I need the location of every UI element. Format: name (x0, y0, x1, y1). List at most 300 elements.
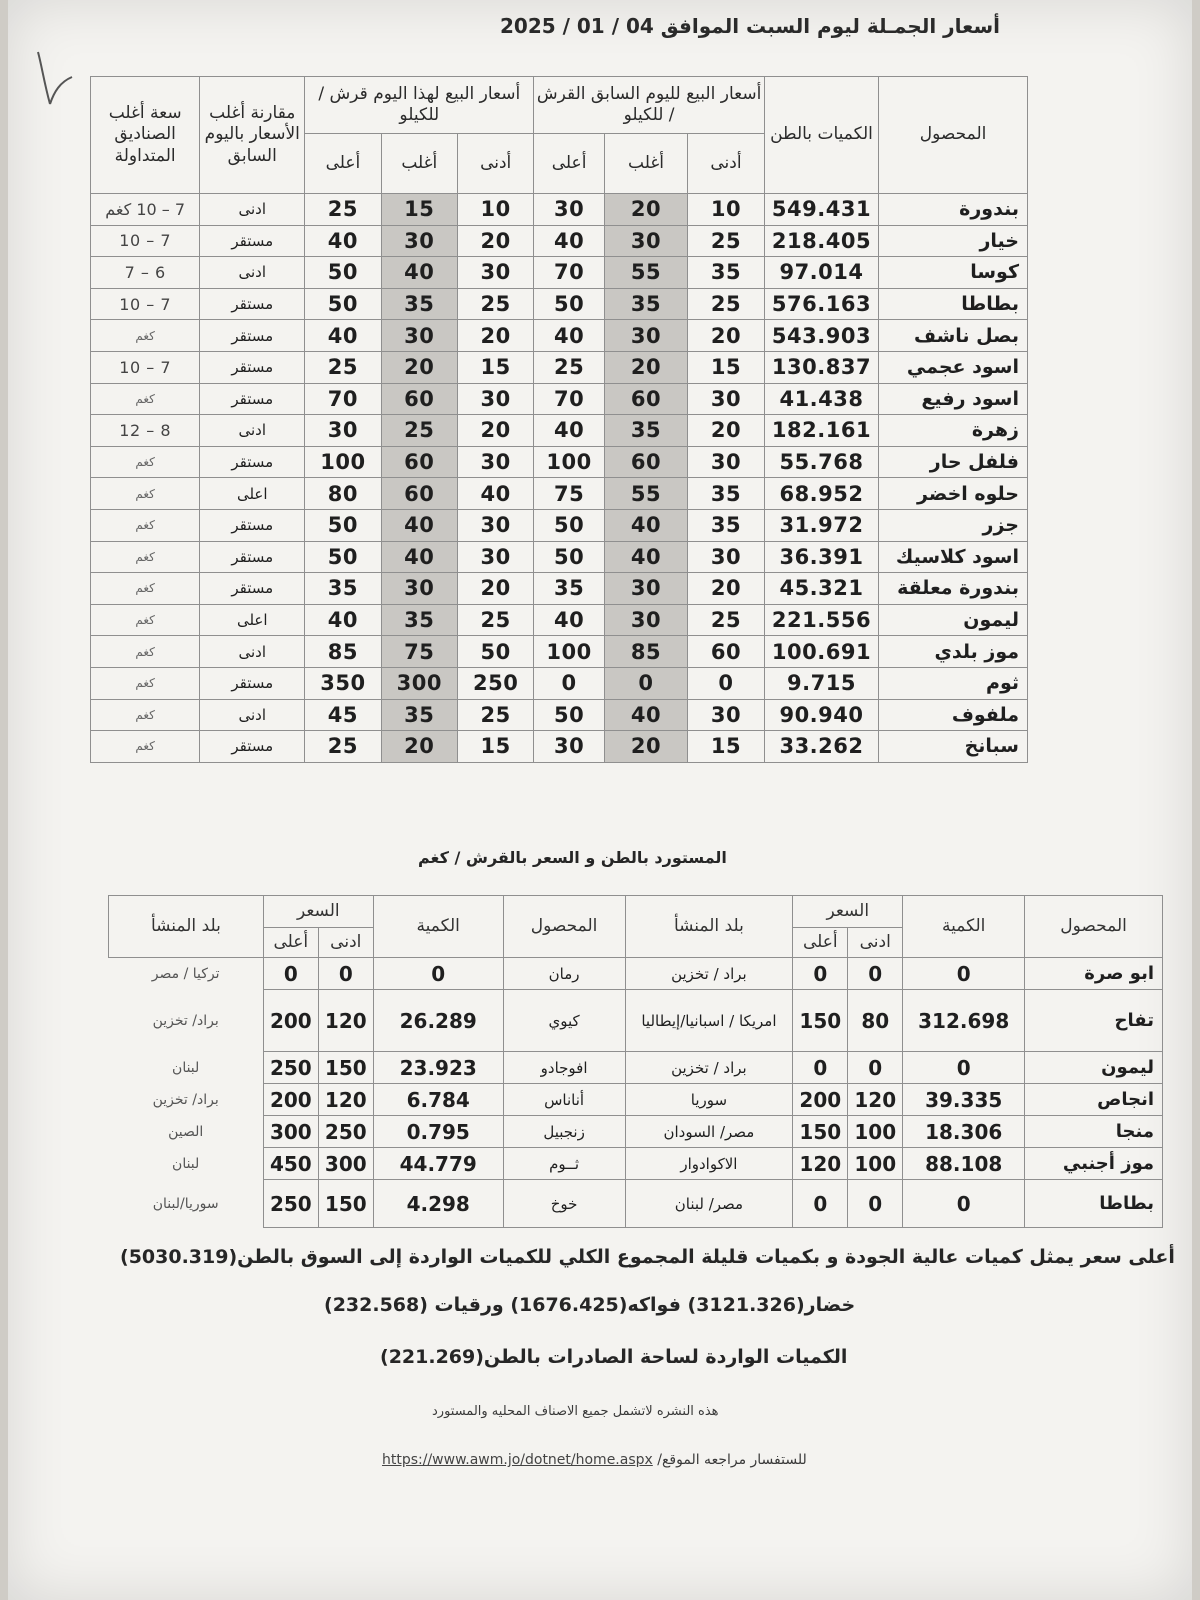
imp-origin-cell: لبنان (172, 1155, 200, 1172)
today-low-cell: 30 (457, 257, 533, 289)
today-mode-cell: 35 (381, 604, 457, 636)
today-mode-cell: 40 (381, 509, 457, 541)
imp-quantity-cell: 23.923 (373, 1052, 503, 1084)
prev-high-cell: 50 (534, 541, 604, 573)
today-low-cell: 20 (457, 415, 533, 447)
imp-product-name: منجا (1025, 1116, 1163, 1148)
table-row (91, 699, 1028, 731)
prev-low-cell: 0 (688, 667, 765, 699)
prev-low-cell: 15 (688, 351, 765, 383)
table-row (109, 990, 1163, 1052)
today-low-cell: 25 (457, 604, 533, 636)
prev-high-cell: 30 (534, 194, 604, 226)
today-low-cell: 20 (457, 573, 533, 605)
prev-high-cell: 50 (534, 699, 604, 731)
header-today-mode: أغلب (381, 134, 457, 194)
quantity-cell: 97.014 (764, 257, 878, 289)
product-name: زهرة (879, 415, 1028, 447)
imp-high-cell: 0 (263, 958, 318, 990)
imp-product-name: رمان (503, 958, 625, 990)
product-name: اسود رفيع (879, 383, 1028, 415)
today-low-cell: 30 (457, 383, 533, 415)
imp-origin-cell: الاكوادوار (625, 1148, 793, 1180)
imp-low-cell: 150 (318, 1180, 373, 1228)
imp-high-cell: 0 (793, 1180, 848, 1228)
today-low-cell: 10 (457, 194, 533, 226)
prev-high-cell: 40 (534, 320, 604, 352)
imp-origin-cell: سوريا (625, 1084, 793, 1116)
prev-mode-cell: 55 (604, 257, 687, 289)
today-high-cell: 30 (305, 415, 381, 447)
table-row (109, 1148, 1163, 1180)
imp-high-cell: 200 (793, 1084, 848, 1116)
prev-low-cell: 35 (688, 257, 765, 289)
header-today-prices: أسعار البيع لهذا اليوم قرش / للكيلو (305, 77, 534, 134)
footer-total-line: أعلى سعر يمثل كميات عالية الجودة و بكميات قليلة المجموع الكلي للكميات الواردة إلى السوق بالطن(5030.319) (120, 1246, 1175, 1268)
footer-category-totals: خضار(3121.326) فواكه(1676.425) ورقيات (232.568) (324, 1294, 856, 1316)
prev-low-cell: 35 (688, 509, 765, 541)
today-mode-cell: 25 (381, 415, 457, 447)
website-link[interactable]: https://www.awm.jo/dotnet/home.aspx (382, 1452, 653, 1468)
header-box-capacity: سعة أغلب الصناديق المتداولة (91, 77, 200, 194)
imp-quantity-cell: 0.795 (373, 1116, 503, 1148)
header-comparison: مقارنة أغلب الأسعار باليوم السابق (200, 77, 305, 194)
table-row (91, 288, 1028, 320)
imp-origin-cell: الصين (168, 1123, 204, 1140)
table-row (91, 320, 1028, 352)
imp-header-origin-right: بلد المنشأ (625, 896, 793, 958)
today-mode-cell: 15 (381, 194, 457, 226)
quantity-cell: 9.715 (764, 667, 878, 699)
comparison-cell: مستقر (200, 288, 305, 320)
local-prices-table (90, 76, 1028, 763)
table-row (91, 415, 1028, 447)
imp-high-cell: 150 (793, 990, 848, 1052)
product-name: كوسا (879, 257, 1028, 289)
quantity-cell: 31.972 (764, 509, 878, 541)
prev-mode-cell: 35 (604, 415, 687, 447)
quantity-cell: 68.952 (764, 478, 878, 510)
quantity-cell: 55.768 (764, 446, 878, 478)
imp-low-cell: 100 (848, 1148, 903, 1180)
today-mode-cell: 300 (381, 667, 457, 699)
box-capacity-cell: 8 – 12 (91, 415, 200, 447)
quantity-cell: 549.431 (764, 194, 878, 226)
box-capacity-cell: كغم (91, 699, 200, 731)
prev-mode-cell: 60 (604, 383, 687, 415)
header-quantity: الكميات بالطن (764, 77, 878, 194)
table-row (109, 958, 1163, 990)
imp-low-cell: 120 (848, 1084, 903, 1116)
imp-header-price-left: السعر (263, 896, 373, 928)
imp-high-cell: 250 (263, 1180, 318, 1228)
prev-mode-cell: 35 (604, 288, 687, 320)
prev-low-cell: 60 (688, 636, 765, 668)
prev-high-cell: 30 (534, 731, 604, 763)
imp-quantity-cell: 26.289 (373, 990, 503, 1052)
box-capacity-cell: كغم (91, 667, 200, 699)
imp-origin-cell: مصر/ لبنان (625, 1180, 793, 1228)
imp-origin-cell: امريكا / اسبانيا/إيطاليا (625, 990, 793, 1052)
imp-origin-cell: مصر/ السودان (625, 1116, 793, 1148)
comparison-cell: ادنى (200, 194, 305, 226)
imp-low-cell: 120 (318, 990, 373, 1052)
product-name: اسود كلاسيك (879, 541, 1028, 573)
prev-low-cell: 30 (688, 383, 765, 415)
imp-product-name: خوخ (503, 1180, 625, 1228)
table-row (91, 509, 1028, 541)
prev-low-cell: 25 (688, 288, 765, 320)
imp-origin-cell: سوريا/لبنان (152, 1195, 219, 1212)
prev-high-cell: 25 (534, 351, 604, 383)
product-name: بصل ناشف (879, 320, 1028, 352)
today-high-cell: 50 (305, 288, 381, 320)
imp-origin-cell: براد / تخزين (625, 1052, 793, 1084)
box-capacity-cell: 6 – 7 (91, 257, 200, 289)
today-mode-cell: 60 (381, 446, 457, 478)
handwritten-mark-icon (30, 22, 80, 112)
comparison-cell: ادنى (200, 699, 305, 731)
table-row (91, 573, 1028, 605)
imp-product-name: بطاطا (1025, 1180, 1163, 1228)
today-low-cell: 30 (457, 446, 533, 478)
product-name: بندورة (879, 194, 1028, 226)
comparison-cell: مستقر (200, 383, 305, 415)
imp-header-product-right: المحصول (1025, 896, 1163, 958)
comparison-cell: مستقر (200, 573, 305, 605)
header-prev-high: أعلى (534, 134, 604, 194)
quantity-cell: 33.262 (764, 731, 878, 763)
product-name: سبانخ (879, 731, 1028, 763)
prev-low-cell: 25 (688, 225, 765, 257)
header-today-high: أعلى (305, 134, 381, 194)
imp-quantity-cell: 4.298 (373, 1180, 503, 1228)
product-name: حلوه اخضر (879, 478, 1028, 510)
prev-high-cell: 50 (534, 288, 604, 320)
imp-quantity-cell: 6.784 (373, 1084, 503, 1116)
today-low-cell: 15 (457, 351, 533, 383)
imp-high-cell: 300 (263, 1116, 318, 1148)
prev-mode-cell: 0 (604, 667, 687, 699)
today-mode-cell: 30 (381, 225, 457, 257)
imp-header-high-left: أعلى (263, 928, 318, 958)
imp-header-price-right: السعر (793, 896, 903, 928)
imp-quantity-cell: 312.698 (903, 990, 1025, 1052)
footer-website-label: للستفسار مراجعه الموقع/ (657, 1452, 807, 1468)
today-high-cell: 50 (305, 541, 381, 573)
prev-mode-cell: 40 (604, 509, 687, 541)
today-low-cell: 50 (457, 636, 533, 668)
imp-origin-cell: براد/ تخزين (152, 1012, 219, 1029)
imp-low-cell: 300 (318, 1148, 373, 1180)
today-high-cell: 40 (305, 225, 381, 257)
comparison-cell: مستقر (200, 509, 305, 541)
today-mode-cell: 35 (381, 288, 457, 320)
prev-mode-cell: 85 (604, 636, 687, 668)
table-row (91, 731, 1028, 763)
prev-low-cell: 20 (688, 320, 765, 352)
today-high-cell: 40 (305, 320, 381, 352)
imp-low-cell: 0 (848, 958, 903, 990)
prev-mode-cell: 30 (604, 604, 687, 636)
imp-product-name: زنجبيل (503, 1116, 625, 1148)
today-mode-cell: 20 (381, 731, 457, 763)
box-capacity-cell: كغم (91, 573, 200, 605)
quantity-cell: 218.405 (764, 225, 878, 257)
imp-high-cell: 0 (793, 958, 848, 990)
product-name: موز بلدي (879, 636, 1028, 668)
product-name: اسود عجمي (879, 351, 1028, 383)
comparison-cell: ادنى (200, 636, 305, 668)
today-high-cell: 80 (305, 478, 381, 510)
today-low-cell: 15 (457, 731, 533, 763)
today-high-cell: 40 (305, 604, 381, 636)
prev-mode-cell: 30 (604, 573, 687, 605)
prev-high-cell: 75 (534, 478, 604, 510)
footer-disclaimer: هذه النشره لاتشمل جميع الاصناف المحليه والمستورد (432, 1404, 719, 1419)
today-low-cell: 40 (457, 478, 533, 510)
product-name: ثوم (879, 667, 1028, 699)
imp-quantity-cell: 0 (903, 1180, 1025, 1228)
box-capacity-cell: كغم (91, 446, 200, 478)
box-capacity-cell: كغم (91, 731, 200, 763)
prev-low-cell: 30 (688, 541, 765, 573)
imp-low-cell: 80 (848, 990, 903, 1052)
imp-header-low-left: ادنى (318, 928, 373, 958)
box-capacity-cell: 7 – 10 كغم (91, 194, 200, 226)
quantity-cell: 182.161 (764, 415, 878, 447)
prev-low-cell: 30 (688, 446, 765, 478)
prev-mode-cell: 20 (604, 351, 687, 383)
comparison-cell: مستقر (200, 731, 305, 763)
prev-mode-cell: 40 (604, 541, 687, 573)
box-capacity-cell: 7 – 10 (91, 288, 200, 320)
prev-low-cell: 35 (688, 478, 765, 510)
imp-origin-cell: تركيا / مصر (151, 965, 220, 982)
imp-product-name: ابو صرة (1025, 958, 1163, 990)
header-today-low: أدنى (457, 134, 533, 194)
imp-high-cell: 450 (263, 1148, 318, 1180)
today-low-cell: 250 (457, 667, 533, 699)
imp-product-name: كيوي (503, 990, 625, 1052)
today-mode-cell: 60 (381, 478, 457, 510)
table-row (91, 446, 1028, 478)
box-capacity-cell: كغم (91, 478, 200, 510)
imp-low-cell: 0 (848, 1180, 903, 1228)
comparison-cell: مستقر (200, 446, 305, 478)
imp-quantity-cell: 44.779 (373, 1148, 503, 1180)
table-row (91, 225, 1028, 257)
quantity-cell: 36.391 (764, 541, 878, 573)
imp-quantity-cell: 88.108 (903, 1148, 1025, 1180)
today-high-cell: 85 (305, 636, 381, 668)
footer-website (382, 1452, 807, 1468)
product-name: ملفوف (879, 699, 1028, 731)
imp-product-name: انجاص (1025, 1084, 1163, 1116)
quantity-cell: 90.940 (764, 699, 878, 731)
prev-high-cell: 0 (534, 667, 604, 699)
product-name: فلفل حار (879, 446, 1028, 478)
prev-high-cell: 70 (534, 257, 604, 289)
prev-high-cell: 50 (534, 509, 604, 541)
product-name: ليمون (879, 604, 1028, 636)
imp-quantity-cell: 0 (903, 958, 1025, 990)
today-low-cell: 20 (457, 320, 533, 352)
imp-high-cell: 250 (263, 1052, 318, 1084)
imp-high-cell: 200 (263, 1084, 318, 1116)
box-capacity-cell: كغم (91, 509, 200, 541)
imp-quantity-cell: 0 (373, 958, 503, 990)
prev-low-cell: 20 (688, 573, 765, 605)
imp-header-origin-left: بلد المنشأ (109, 896, 264, 958)
today-high-cell: 50 (305, 509, 381, 541)
today-mode-cell: 40 (381, 257, 457, 289)
table-row (91, 478, 1028, 510)
product-name: خيار (879, 225, 1028, 257)
prev-mode-cell: 55 (604, 478, 687, 510)
header-prev-low: أدنى (688, 134, 765, 194)
imp-quantity-cell: 18.306 (903, 1116, 1025, 1148)
product-name: بطاطا (879, 288, 1028, 320)
table-row (109, 1052, 1163, 1084)
comparison-cell: مستقر (200, 541, 305, 573)
table-row (91, 383, 1028, 415)
imp-quantity-cell: 0 (903, 1052, 1025, 1084)
prev-high-cell: 100 (534, 446, 604, 478)
prev-high-cell: 70 (534, 383, 604, 415)
quantity-cell: 45.321 (764, 573, 878, 605)
imp-low-cell: 150 (318, 1052, 373, 1084)
box-capacity-cell: كغم (91, 383, 200, 415)
comparison-cell: ادنى (200, 257, 305, 289)
comparison-cell: مستقر (200, 351, 305, 383)
header-prev-mode: أغلب (604, 134, 687, 194)
today-low-cell: 20 (457, 225, 533, 257)
imp-product-name: ليمون (1025, 1052, 1163, 1084)
today-low-cell: 30 (457, 509, 533, 541)
table-row (91, 636, 1028, 668)
today-high-cell: 45 (305, 699, 381, 731)
imp-low-cell: 100 (848, 1116, 903, 1148)
imported-note: المستورد بالطن و السعر بالقرش / كغم (418, 848, 727, 867)
comparison-cell: مستقر (200, 225, 305, 257)
imp-low-cell: 120 (318, 1084, 373, 1116)
imp-product-name: أناناس (503, 1084, 625, 1116)
imp-product-name: ثــوم (503, 1148, 625, 1180)
imp-header-quantity-left: الكمية (373, 896, 503, 958)
box-capacity-cell: كغم (91, 541, 200, 573)
prev-mode-cell: 30 (604, 225, 687, 257)
table-row (109, 1116, 1163, 1148)
box-capacity-cell: 7 – 10 (91, 225, 200, 257)
table-row (91, 541, 1028, 573)
imp-header-product-left: المحصول (503, 896, 625, 958)
today-high-cell: 100 (305, 446, 381, 478)
today-mode-cell: 60 (381, 383, 457, 415)
imp-product-name: موز أجنبي (1025, 1148, 1163, 1180)
imp-high-cell: 0 (793, 1052, 848, 1084)
prev-low-cell: 25 (688, 604, 765, 636)
imp-origin-cell: براد/ تخزين (152, 1091, 219, 1108)
comparison-cell: ادنى (200, 415, 305, 447)
imp-high-cell: 150 (793, 1116, 848, 1148)
today-low-cell: 25 (457, 288, 533, 320)
imp-low-cell: 0 (848, 1052, 903, 1084)
today-mode-cell: 75 (381, 636, 457, 668)
box-capacity-cell: 7 – 10 (91, 351, 200, 383)
table-row (91, 667, 1028, 699)
imp-high-cell: 120 (793, 1148, 848, 1180)
imp-product-name: تفاح (1025, 990, 1163, 1052)
today-high-cell: 70 (305, 383, 381, 415)
quantity-cell: 130.837 (764, 351, 878, 383)
imp-origin-cell: لبنان (172, 1059, 200, 1076)
comparison-cell: اعلى (200, 604, 305, 636)
imp-product-name: افوجادو (503, 1052, 625, 1084)
today-mode-cell: 35 (381, 699, 457, 731)
imp-quantity-cell: 39.335 (903, 1084, 1025, 1116)
today-mode-cell: 40 (381, 541, 457, 573)
table-row (109, 1180, 1163, 1228)
box-capacity-cell: كغم (91, 636, 200, 668)
imp-origin-cell: براد / تخزين (625, 958, 793, 990)
imp-header-quantity-right: الكمية (903, 896, 1025, 958)
imp-low-cell: 0 (318, 958, 373, 990)
today-mode-cell: 30 (381, 573, 457, 605)
imp-high-cell: 200 (263, 990, 318, 1052)
prev-high-cell: 40 (534, 225, 604, 257)
box-capacity-cell: كغم (91, 320, 200, 352)
prev-mode-cell: 30 (604, 320, 687, 352)
prev-mode-cell: 60 (604, 446, 687, 478)
bulletin-paper (8, 0, 1192, 1600)
footer-export-quantity: الكميات الواردة لساحة الصادرات بالطن(221.269) (380, 1346, 848, 1368)
quantity-cell: 41.438 (764, 383, 878, 415)
today-mode-cell: 30 (381, 320, 457, 352)
today-high-cell: 25 (305, 731, 381, 763)
imp-header-low-right: ادنى (848, 928, 903, 958)
today-high-cell: 25 (305, 194, 381, 226)
prev-low-cell: 20 (688, 415, 765, 447)
today-high-cell: 35 (305, 573, 381, 605)
comparison-cell: مستقر (200, 320, 305, 352)
table-row (91, 604, 1028, 636)
imp-low-cell: 250 (318, 1116, 373, 1148)
table-row (109, 1084, 1163, 1116)
prev-high-cell: 40 (534, 415, 604, 447)
comparison-cell: مستقر (200, 667, 305, 699)
prev-low-cell: 10 (688, 194, 765, 226)
table-row (91, 257, 1028, 289)
today-high-cell: 50 (305, 257, 381, 289)
prev-low-cell: 30 (688, 699, 765, 731)
header-product: المحصول (879, 77, 1028, 194)
quantity-cell: 221.556 (764, 604, 878, 636)
prev-high-cell: 35 (534, 573, 604, 605)
prev-mode-cell: 40 (604, 699, 687, 731)
today-high-cell: 350 (305, 667, 381, 699)
quantity-cell: 543.903 (764, 320, 878, 352)
page-title: أسعار الجمـلة ليوم السبت الموافق 04 / 01 / 2025 (499, 14, 1000, 38)
imported-prices-table (108, 895, 1163, 1228)
prev-mode-cell: 20 (604, 731, 687, 763)
table-row (91, 351, 1028, 383)
quantity-cell: 100.691 (764, 636, 878, 668)
product-name: جزر (879, 509, 1028, 541)
header-prev-prices: أسعار البيع لليوم السابق القرش / للكيلو (534, 77, 764, 134)
box-capacity-cell: كغم (91, 604, 200, 636)
today-low-cell: 25 (457, 699, 533, 731)
